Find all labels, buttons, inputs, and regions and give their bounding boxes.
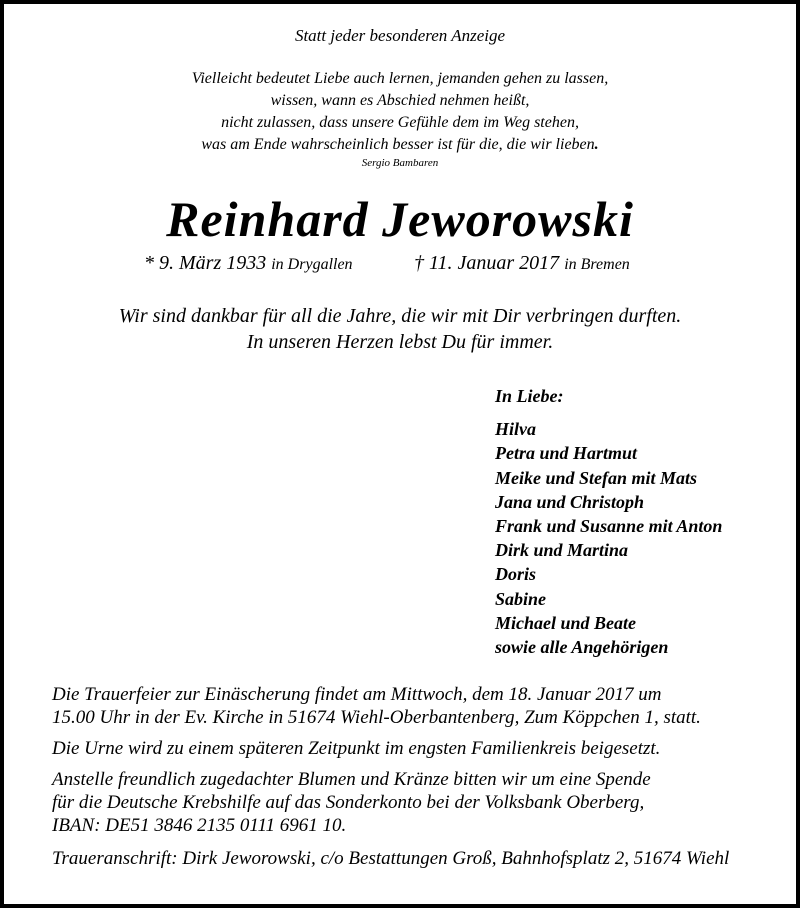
address-notice xyxy=(52,847,782,870)
family-member: Michael und Beate xyxy=(495,612,637,633)
birth-info xyxy=(144,252,353,275)
ceremony-notice xyxy=(52,683,782,729)
family-member: Sabine xyxy=(495,588,547,609)
poem-line-last xyxy=(4,134,796,156)
poem-final-punct: . xyxy=(594,136,599,153)
poem-author: Sergio Bambaren xyxy=(361,157,439,169)
poem-line: nicht zulassen, dass unsere Gefühle dem im Weg stehen, xyxy=(221,114,579,131)
poem-line: wissen, wann es Abschied nehmen heißt, xyxy=(270,92,530,109)
birth-symbol: * xyxy=(144,252,154,274)
family-member: Hilva xyxy=(495,419,536,440)
ceremony-line: 15.00 Uhr in der Ev. Kirche in 51674 Wiehl-Oberbantenberg, Zum Köppchen 1, statt. xyxy=(52,707,701,728)
ceremony-line: Die Trauerfeier zur Einäscherung findet am Mittwoch, dem 18. Januar 2017 um xyxy=(52,684,662,705)
header-text: Statt jeder besonderen Anzeige xyxy=(294,26,506,45)
family-member: Petra und Hartmut xyxy=(495,443,638,464)
notices xyxy=(52,683,782,878)
family-member: Jana und Christoph xyxy=(495,491,645,512)
thanks-line: In unseren Herzen lebst Du für immer. xyxy=(246,331,554,353)
thanks-line: Wir sind dankbar für all die Jahre, die wir mit Dir verbringen durften. xyxy=(118,305,682,327)
cross-icon: † xyxy=(414,252,424,274)
family-list xyxy=(495,384,722,659)
death-info xyxy=(414,252,630,275)
family-member: sowie alle Angehörigen xyxy=(495,637,669,658)
family-member: Meike und Stefan mit Mats xyxy=(495,467,698,488)
family-intro: In Liebe: xyxy=(495,386,564,406)
address-line: Traueranschrift: Dirk Jeworowski, c/o Bestattungen Groß, Bahnhofsplatz 2, 51674 Wiehl xyxy=(52,848,730,869)
poem-line-text: was am Ende wahrscheinlich besser ist für die, die wir lieben xyxy=(201,136,595,153)
family-member: Dirk und Martina xyxy=(495,540,629,561)
thanks-text xyxy=(4,303,796,355)
birth-date: 9. März 1933 xyxy=(159,252,267,274)
donation-notice xyxy=(52,768,782,837)
urn-line: Die Urne wird zu einem späteren Zeitpunkt im engsten Familienkreis beigesetzt. xyxy=(52,738,661,759)
donation-line: für die Deutsche Krebshilfe auf das Sonderkonto bei der Volksbank Oberberg, xyxy=(52,792,645,813)
death-date: 11. Januar 2017 xyxy=(429,252,560,274)
birth-place: in Drygallen xyxy=(271,256,353,273)
death-place: in Bremen xyxy=(564,256,630,273)
donation-line: IBAN: DE51 3846 2135 0111 6961 10. xyxy=(52,815,347,836)
donation-line: Anstelle freundlich zugedachter Blumen und Kränze bitten wir um eine Spende xyxy=(52,769,651,790)
family-member: Doris xyxy=(495,564,537,585)
poem xyxy=(4,68,796,156)
poem-line: Vielleicht bedeutet Liebe auch lernen, jemanden gehen zu lassen, xyxy=(191,70,609,87)
urn-notice xyxy=(52,737,782,760)
family-member: Frank und Susanne mit Anton xyxy=(495,516,723,537)
deceased-name: Reinhard Jeworowski xyxy=(166,191,634,247)
